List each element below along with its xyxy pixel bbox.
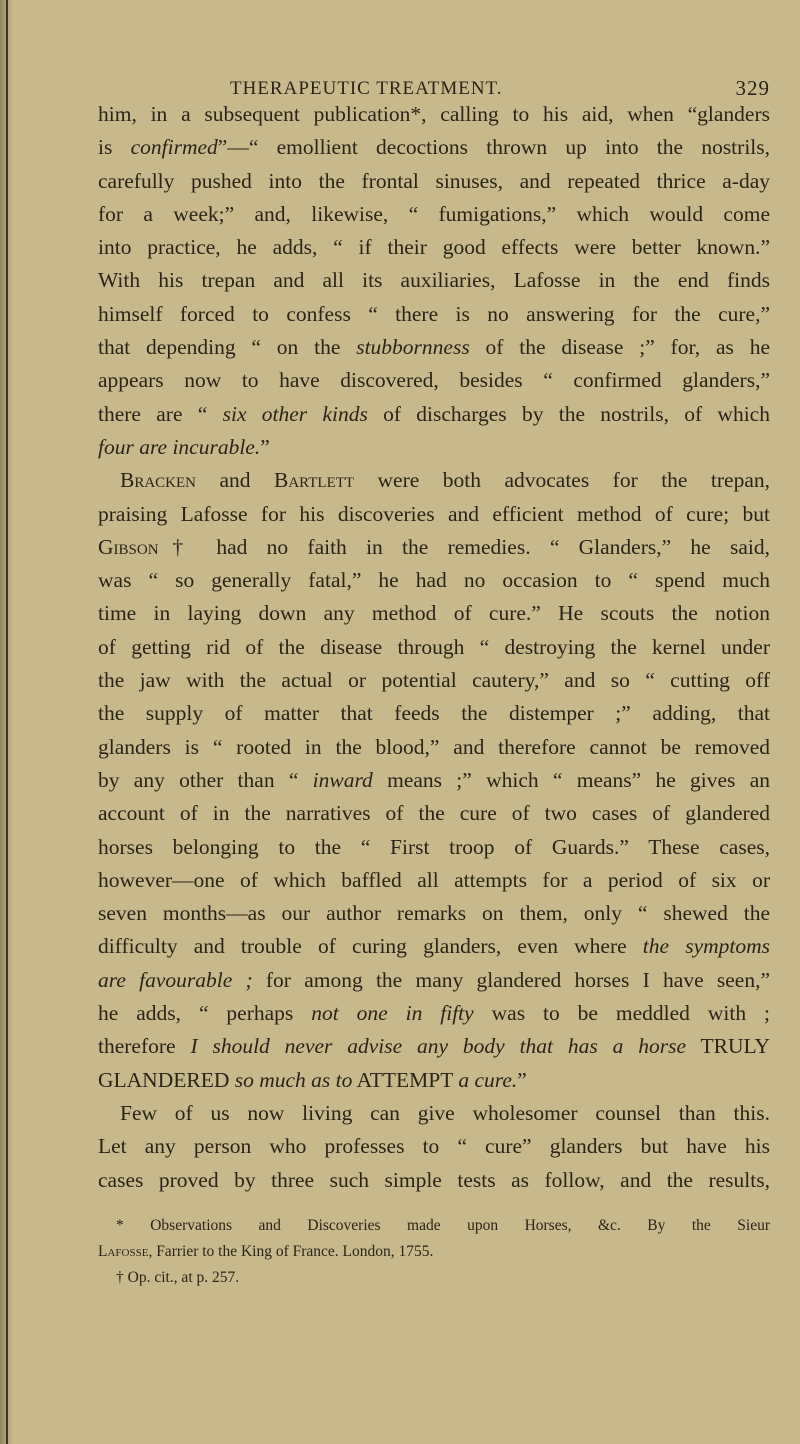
page-number: 329: [735, 76, 770, 100]
text-run: was to be meddled with ;: [473, 1001, 770, 1026]
text-run: however—one of which baffled all attempts for a period of six or: [98, 867, 770, 892]
footnotes: [98, 1213, 770, 1291]
text-run: horses belonging to the “ First troop of Guards.” These cases,: [98, 834, 770, 859]
text-run: for among the many glandered horses I have seen,”: [252, 967, 770, 992]
text-line: [98, 531, 770, 564]
text-run: Let any person who professes to “ cure” glanders but have his: [98, 1134, 770, 1159]
text-run: so much as to: [234, 1067, 353, 1092]
text-run: GLANDERED: [98, 1067, 235, 1092]
text-line: [98, 864, 770, 897]
footnote-line: [98, 1213, 770, 1239]
text-run: Few of us now living can give wholesomer counsel than this.: [120, 1100, 770, 1125]
text-line: [98, 930, 770, 963]
footnote-line: [98, 1265, 770, 1291]
text-line: [98, 831, 770, 864]
text-run: by any other than “: [98, 767, 313, 792]
book-binding-edge: [0, 0, 14, 1444]
text-line: [98, 464, 770, 497]
text-run: was “ so generally fatal,” he had no occasion to “ spend much: [98, 568, 770, 593]
text-line: [98, 797, 770, 830]
text-run: four are incurable.: [98, 434, 261, 459]
text-line: [98, 231, 770, 264]
text-run: is: [98, 135, 131, 160]
text-line: [98, 1164, 770, 1197]
text-run: * Observations and Discoveries made upon Horses, &c. By the Sieur: [116, 1217, 770, 1234]
text-line: [98, 1097, 770, 1130]
text-run: With his trepan and all its auxiliaries, Lafosse in the end finds: [98, 268, 770, 293]
body-text: [98, 98, 770, 1197]
text-run: six other kinds: [222, 401, 368, 426]
text-line: [98, 398, 770, 431]
text-run: ATTEMPT: [352, 1067, 459, 1092]
text-run: he adds, “ perhaps: [98, 1001, 312, 1026]
text-run: Lafosse: [98, 1243, 149, 1260]
text-run: the jaw with the actual or potential cautery,” and so “ cutting off: [98, 668, 770, 693]
text-line: [98, 264, 770, 297]
text-line: [98, 98, 770, 131]
text-line: [98, 631, 770, 664]
text-line: [98, 764, 770, 797]
text-run: the symptoms: [642, 934, 770, 959]
text-run: of getting rid of the disease through “ destroying the kernel under: [98, 634, 770, 659]
text-run: time in laying down any method of cure.” He scouts the notion: [98, 601, 770, 626]
text-line: [98, 1130, 770, 1163]
text-run: confirmed: [130, 135, 218, 160]
text-run: a cure.: [458, 1067, 518, 1092]
text-run: Bartlett: [273, 468, 355, 493]
text-line: [98, 897, 770, 930]
text-run: glanders is “ rooted in the blood,” and therefore cannot be removed: [98, 734, 770, 759]
text-run: ”: [260, 434, 270, 459]
text-run: Gibson: [98, 534, 159, 559]
text-line: [98, 298, 770, 331]
text-line: [98, 498, 770, 531]
text-run: account of in the narratives of the cure of two cases of glandered: [98, 801, 770, 826]
footnote-line: [98, 1239, 770, 1265]
text-line: [98, 165, 770, 198]
text-run: praising Lafosse for his discoveries and efficient method of cure; but: [98, 501, 770, 526]
text-run: ”—“ emollient decoctions thrown up into the nostrils,: [217, 135, 771, 160]
text-run: were both advocates for the trepan,: [354, 468, 771, 493]
text-run: means ;” which “ means” he gives an: [372, 767, 770, 792]
text-run: inward: [312, 767, 373, 792]
text-run: that depending “ on the: [98, 335, 357, 360]
text-run: and: [196, 468, 274, 493]
text-run: , Farrier to the King of France. London, 1755.: [148, 1243, 434, 1260]
text-run: † had no faith in the remedies. “ Glanders,” he said,: [158, 534, 770, 559]
running-title: THERAPEUTIC TREATMENT.: [230, 78, 503, 99]
text-line: [98, 731, 770, 764]
text-run: of the disease ;” for, as he: [469, 335, 770, 360]
text-line: [98, 1064, 770, 1097]
text-run: for a week;” and, likewise, “ fumigations,” which would come: [98, 201, 770, 226]
text-run: stubbornness: [356, 335, 470, 360]
text-run: the supply of matter that feeds the distemper ;” adding, that: [98, 701, 770, 726]
text-line: [98, 997, 770, 1030]
text-line: [98, 364, 770, 397]
text-run: difficulty and trouble of curing glanders, even where: [98, 934, 643, 959]
text-run: † Op. cit., at p. 257.: [116, 1269, 240, 1286]
text-line: [98, 198, 770, 231]
text-run: seven months—as our author remarks on them, only “ shewed the: [98, 901, 770, 926]
text-run: carefully pushed into the frontal sinuses, and repeated thrice a-day: [98, 168, 770, 193]
text-line: [98, 431, 770, 464]
text-run: ”: [517, 1067, 527, 1092]
text-run: him, in a subsequent publication*, calling to his aid, when “glanders: [98, 102, 770, 126]
text-line: [98, 697, 770, 730]
text-line: [98, 1030, 770, 1063]
text-line: [98, 331, 770, 364]
text-run: appears now to have discovered, besides “ confirmed glanders,”: [98, 368, 770, 393]
text-run: TRULY: [686, 1034, 770, 1059]
text-run: Bracken: [120, 468, 197, 493]
text-run: are favourable ;: [98, 967, 253, 992]
text-run: therefore: [98, 1034, 191, 1059]
text-line: [98, 597, 770, 630]
text-run: of discharges by the nostrils, of which: [367, 401, 770, 426]
text-run: I should never advise any body that has a horse: [190, 1034, 686, 1059]
text-run: himself forced to confess “ there is no answering for the cure,”: [98, 301, 770, 326]
text-line: [98, 664, 770, 697]
text-run: there are “: [98, 401, 223, 426]
text-line: [98, 131, 770, 164]
text-run: into practice, he adds, “ if their good effects were better known.”: [98, 235, 770, 260]
text-run: cases proved by three such simple tests as follow, and the results,: [98, 1167, 770, 1192]
text-line: [98, 964, 770, 997]
text-line: [98, 564, 770, 597]
text-run: not one in fifty: [311, 1001, 474, 1026]
